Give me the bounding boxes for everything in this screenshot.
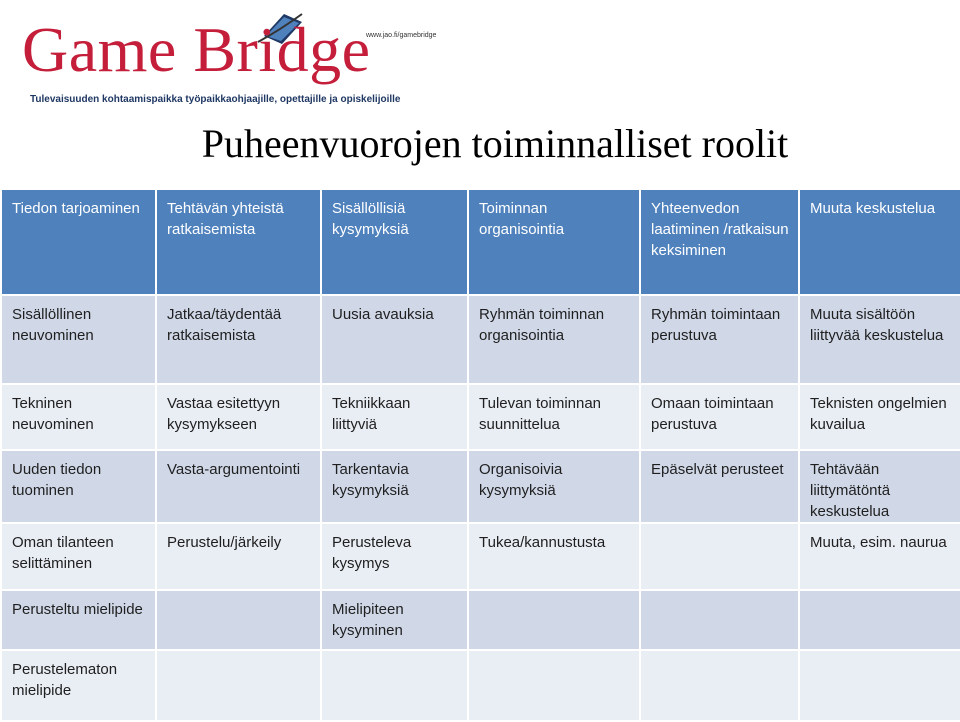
table-cell (799, 650, 960, 721)
table-row (1, 523, 960, 590)
table-header-row (1, 189, 960, 295)
table-row (1, 295, 960, 384)
table-cell: Muuta sisältöön liittyvää keskustelua (799, 295, 960, 384)
table-cell: Tehtävään liittymätöntä keskustelua (799, 450, 960, 523)
header-cell: Yhteenvedon laatiminen /ratkaisun keksiminen (640, 189, 799, 295)
logo-tagline: Tulevaisuuden kohtaamispaikka työpaikkaohjaajille, opettajille ja opiskelijoille (30, 94, 401, 105)
table-cell: Organisoivia kysymyksiä (468, 450, 640, 523)
table-cell (468, 590, 640, 650)
table-cell: Teknisten ongelmien kuvailua (799, 384, 960, 450)
table-cell (799, 590, 960, 650)
table-cell: Perustelu/järkeily (156, 523, 321, 590)
header-cell: Tiedon tarjoaminen (1, 189, 156, 295)
table-cell (156, 650, 321, 721)
table-cell (468, 650, 640, 721)
table-cell: Epäselvät perusteet (640, 450, 799, 523)
table-cell: Muuta, esim. naurua (799, 523, 960, 590)
logo-url: www.jao.fi/gamebridge (366, 32, 437, 39)
table-cell (156, 590, 321, 650)
table-cell: Tarkentavia kysymyksiä (321, 450, 468, 523)
header-cell: Sisällöllisiä kysymyksiä (321, 189, 468, 295)
roles-table (0, 188, 960, 722)
table-cell: Ryhmän toimintaan perustuva (640, 295, 799, 384)
table-row (1, 384, 960, 450)
table-cell: Tulevan toiminnan suunnittelua (468, 384, 640, 450)
table-cell: Vasta-argumentointi (156, 450, 321, 523)
table-cell: Omaan toimintaan perustuva (640, 384, 799, 450)
table-cell: Tekniikkaan liittyviä (321, 384, 468, 450)
table-cell: Perustelematon mielipide (1, 650, 156, 721)
table-row (1, 450, 960, 523)
header-cell: Toiminnan organisointia (468, 189, 640, 295)
table-cell: Perusteltu mielipide (1, 590, 156, 650)
table-cell: Vastaa esitettyyn kysymykseen (156, 384, 321, 450)
table-cell: Tekninen neuvominen (1, 384, 156, 450)
table-cell (321, 650, 468, 721)
page-title: Puheenvuorojen toiminnalliset roolit (201, 121, 789, 166)
header-cell: Tehtävän yhteistä ratkaisemista (156, 189, 321, 295)
table-cell: Mielipiteen kysyminen (321, 590, 468, 650)
table-cell: Sisällöllinen neuvominen (1, 295, 156, 384)
logo-wordmark: Game Bridge (22, 14, 371, 85)
table-cell (640, 590, 799, 650)
table-cell: Ryhmän toiminnan organisointia (468, 295, 640, 384)
game-bridge-logo (22, 6, 442, 106)
table-cell: Perusteleva kysymys (321, 523, 468, 590)
table-cell: Jatkaa/täydentää ratkaisemista (156, 295, 321, 384)
header-cell: Muuta keskustelua (799, 189, 960, 295)
table-cell: Uuden tiedon tuominen (1, 450, 156, 523)
table-cell: Oman tilanteen selittäminen (1, 523, 156, 590)
table-row (1, 590, 960, 650)
table-cell: Uusia avauksia (321, 295, 468, 384)
table-cell (640, 523, 799, 590)
table-cell: Tukea/kannustusta (468, 523, 640, 590)
table-row (1, 650, 960, 721)
table-cell (640, 650, 799, 721)
